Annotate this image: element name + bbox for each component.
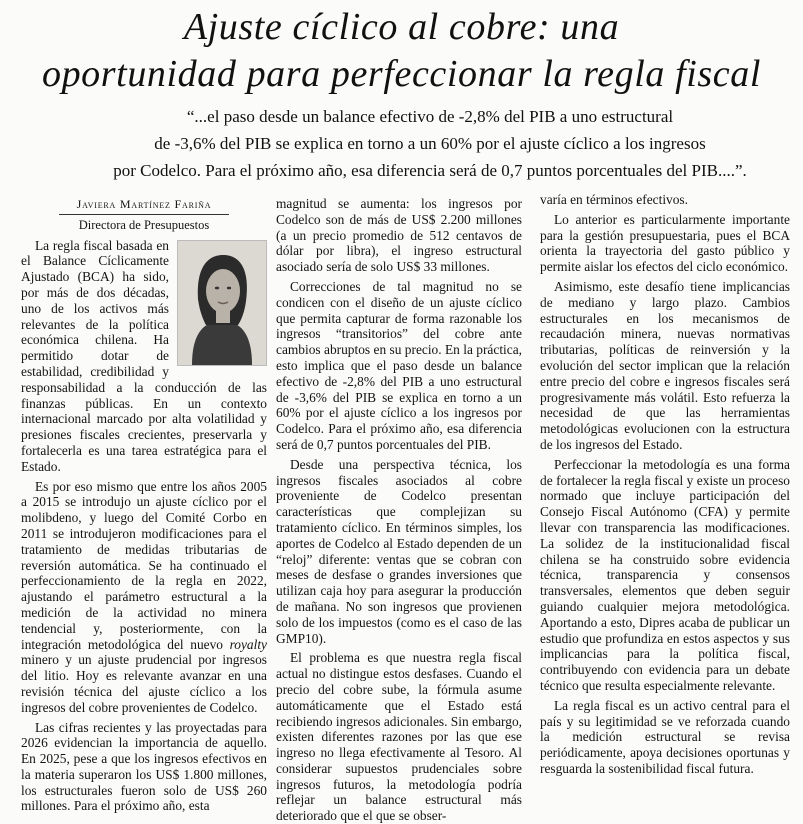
paragraph: [21, 238, 267, 475]
paragraph: varía en términos efectivos.: [540, 192, 688, 207]
headline-line-2: oportunidad para perfeccionar la regla fiscal: [41, 53, 762, 95]
paragraph: Las cifras recientes y las proyectadas para 2026 evidencian la importancia de aquello. En 2025, pese a que los ingresos efectivos en la materia superaron los US$ 1.800 millones, los estructurales fueron solo de US$ 260 millones. Para el próximo año, esta: [21, 719, 267, 814]
pull-quote: [80, 103, 780, 184]
paragraph: magnitud se aumenta: los ingresos por Codelco son de más de US$ 2.200 millones (a un precio promedio de 512 centavos de dólar por libra), el ingreso estructural asociado sería de solo US$ 33 millones.: [276, 196, 522, 275]
pull-quote-line-2: de -3,6% del PIB se explica en torno a un 60% por el ajuste cíclico a los ingresos: [154, 134, 706, 153]
headline-line-1: Ajuste cíclico al cobre: una: [183, 6, 620, 48]
paragraph-text: Es por eso mismo que entre los años 2005 a 2015 se introdujo un ajuste cíclico por el molibdeno, y luego del Comité Corbo en 2011 se introdujeron modificaciones para el tratamiento de medidas tributarias de reversión automática. Se ha continuado el perfeccionamiento de la regla en 2022, ajustando el parámetro estructural a la medición de la actividad no minera tendencial y, posteriormente, con la integración metodológica del nuevo: [21, 478, 267, 652]
pull-quote-line-3: por Codelco. Para el próximo año, esa diferencia será de 0,7 puntos porcentuales del PIB....”.: [113, 161, 747, 180]
paragraph: Desde una perspectiva técnica, los ingresos fiscales asociados al cobre proveniente de Codelco presentan características que complejizan su tratamiento cíclico. En términos simples, los aportes de Codelco al Estado dependen de un “reloj” diferente: ventas que se cobran con meses de desfase o grandes inversiones que utilizan caja hoy para asegurar la producción de mañana. No son ingresos que provienen solo de los impuestos (como es el caso de las GMP10).: [276, 456, 522, 646]
headline: [0, 4, 803, 98]
paragraph: Lo anterior es particularmente importante para la gestión presupuestaria, pues el BCA orienta la trayectoria del gasto público y permite aislar los efectos del ciclo económico.: [540, 211, 790, 275]
article-column-2: [276, 196, 522, 824]
author-role: Directora de Presupuestos: [78, 217, 210, 232]
paragraph: Correcciones de tal magnitud no se condicen con el diseño de un ajuste cíclico que permita capturar de forma razonable los ingresos “transitorios” del cobre ante cambios abruptos en su precio. En la práctica, esto implica que el paso desde un balance efectivo de -2,8% del PIB a uno estructural de -3,6% del PIB se explica en torno a un 60% por el ajuste cíclico a los ingresos por Codelco. Para el próximo año, esa diferencia será de 0,7 puntos porcentuales del PIB.: [276, 278, 522, 452]
byline: [21, 196, 267, 234]
paragraph-text: La regla fiscal basada en el Balance Cíclicamente Ajustado (BCA) ha sido, por más de dos décadas, uno de los activos más relevantes de la política económica chilena. Ha permitido dotar de estabilidad, credibilidad y responsabilidad a la conducción de las finanzas públicas. En un contexto internacional marcado por alta volatilidad y presiones fiscales crecientes, preservarla y fortalecerla es una tarea estratégica para el Estado.: [21, 237, 267, 474]
paragraph: La regla fiscal es un activo central para el país y su legitimidad se ve reforzada cuando la medición estructural se revisa periódicamente, apoya decisiones oportunas y resguarda la sostenibilidad fiscal futura.: [540, 697, 790, 776]
paragraph: [21, 479, 267, 716]
italic-term: royalty: [229, 636, 267, 652]
pull-quote-line-1: “...el paso desde un balance efectivo de -2,8% del PIB a uno estructural: [186, 107, 674, 126]
author-name: Javiera Martínez Fariña: [59, 197, 230, 215]
author-portrait-icon: [177, 240, 267, 366]
paragraph: El problema es que nuestra regla fiscal actual no distingue estos desfases. Cuando el precio del cobre sube, la fórmula asume automáticamente que el Estado está recibiendo ingresos adicionales. Sin embargo, existen diferentes razones por las que ese ingreso no llega efectivamente al Tesoro. Al considerar supuestos prudenciales sobre ingresos futuros, la metodología podría reflejar un balance estructural más deteriorado que el que se obser-: [276, 650, 522, 824]
article-column-1: [21, 196, 267, 814]
paragraph-text: minero y un ajuste prudencial por ingresos del litio. Hoy es relevante avanzar en una revisión técnica del ajuste cíclico a los ingresos del cobre provenientes de Codelco.: [21, 652, 267, 715]
paragraph: Perfeccionar la metodología es una forma de fortalecer la regla fiscal y existe un proceso normado que incluye participación del Consejo Fiscal Autónomo (CFA) y permite llevar con transparencia las modificaciones. La solidez de la institucionalidad fiscal chilena se ha construido sobre evidencia técnica, transparencia y consensos transversales, elementos que deben seguir guiando cualquier mejora metodológica. Aportando a esto, Dipres acaba de publicar un estudio que profundiza en estos aspectos y sus implicancias para la política fiscal, contribuyendo con evidencia para un debate técnico que resulta especialmente relevante.: [540, 456, 790, 693]
article-column-3: [540, 192, 790, 776]
paragraph: Asimismo, este desafío tiene implicancias de mediano y largo plazo. Cambios estructurales en los mecanismos de recaudación minera, nuevas normativas tributarias, políticas de reinversión y la evolución del sector implican que la relación entre precio del cobre e ingresos fiscales será progresivamente más volátil. Esto refuerza la necesidad de que las herramientas metodológicas evolucionen con la estructura de los ingresos del Estado.: [540, 278, 790, 452]
